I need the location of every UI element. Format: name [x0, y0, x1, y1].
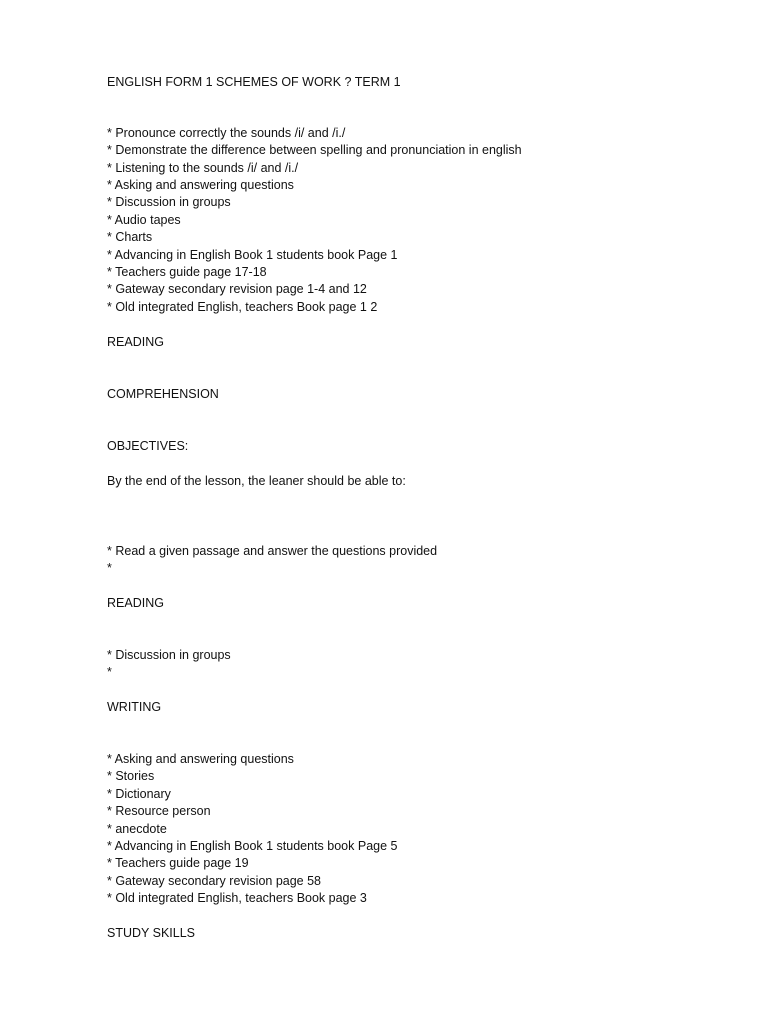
- list-item: *: [107, 561, 112, 575]
- list-item: * Resource person: [107, 804, 211, 818]
- list-item: * Read a given passage and answer the questions provided: [107, 544, 438, 558]
- list-item: * Charts: [107, 230, 153, 244]
- list-item: * Gateway secondary revision page 58: [107, 874, 322, 888]
- list-item: * Discussion in groups: [107, 195, 231, 209]
- section-heading-comprehension: COMPREHENSION: [107, 387, 219, 401]
- list-item: * Teachers guide page 19: [107, 856, 249, 870]
- section-heading-reading: READING: [107, 335, 164, 349]
- list-item: * Audio tapes: [107, 213, 181, 227]
- list-item: * Teachers guide page 17-18: [107, 265, 267, 279]
- section-heading-reading: READING: [107, 596, 164, 610]
- list-item: * Asking and answering questions: [107, 752, 294, 766]
- list-item: *: [107, 665, 112, 679]
- list-item: * Gateway secondary revision page 1-4 and 12: [107, 282, 367, 296]
- list-item: * anecdote: [107, 822, 167, 836]
- objectives-intro: By the end of the lesson, the leaner should be able to:: [107, 474, 406, 488]
- section-heading-objectives: OBJECTIVES:: [107, 439, 189, 453]
- list-item: * Stories: [107, 769, 155, 783]
- section-heading-study-skills: STUDY SKILLS: [107, 926, 196, 940]
- list-item: * Advancing in English Book 1 students book Page 1: [107, 248, 398, 262]
- list-item: * Dictionary: [107, 787, 171, 801]
- list-item: * Discussion in groups: [107, 648, 231, 662]
- document-page: [107, 0, 727, 1024]
- section-heading-writing: WRITING: [107, 700, 162, 714]
- list-item: * Advancing in English Book 1 students book Page 5: [107, 839, 398, 853]
- list-item: * Listening to the sounds /i/ and /i./: [107, 161, 299, 175]
- list-item: * Asking and answering questions: [107, 178, 294, 192]
- list-item: * Pronounce correctly the sounds /i/ and /i./: [107, 126, 346, 140]
- list-item: * Demonstrate the difference between spelling and pronunciation in english: [107, 143, 522, 157]
- document-title: ENGLISH FORM 1 SCHEMES OF WORK ? TERM 1: [107, 75, 401, 89]
- list-item: * Old integrated English, teachers Book page 3: [107, 891, 367, 905]
- list-item: * Old integrated English, teachers Book page 1 2: [107, 300, 378, 314]
